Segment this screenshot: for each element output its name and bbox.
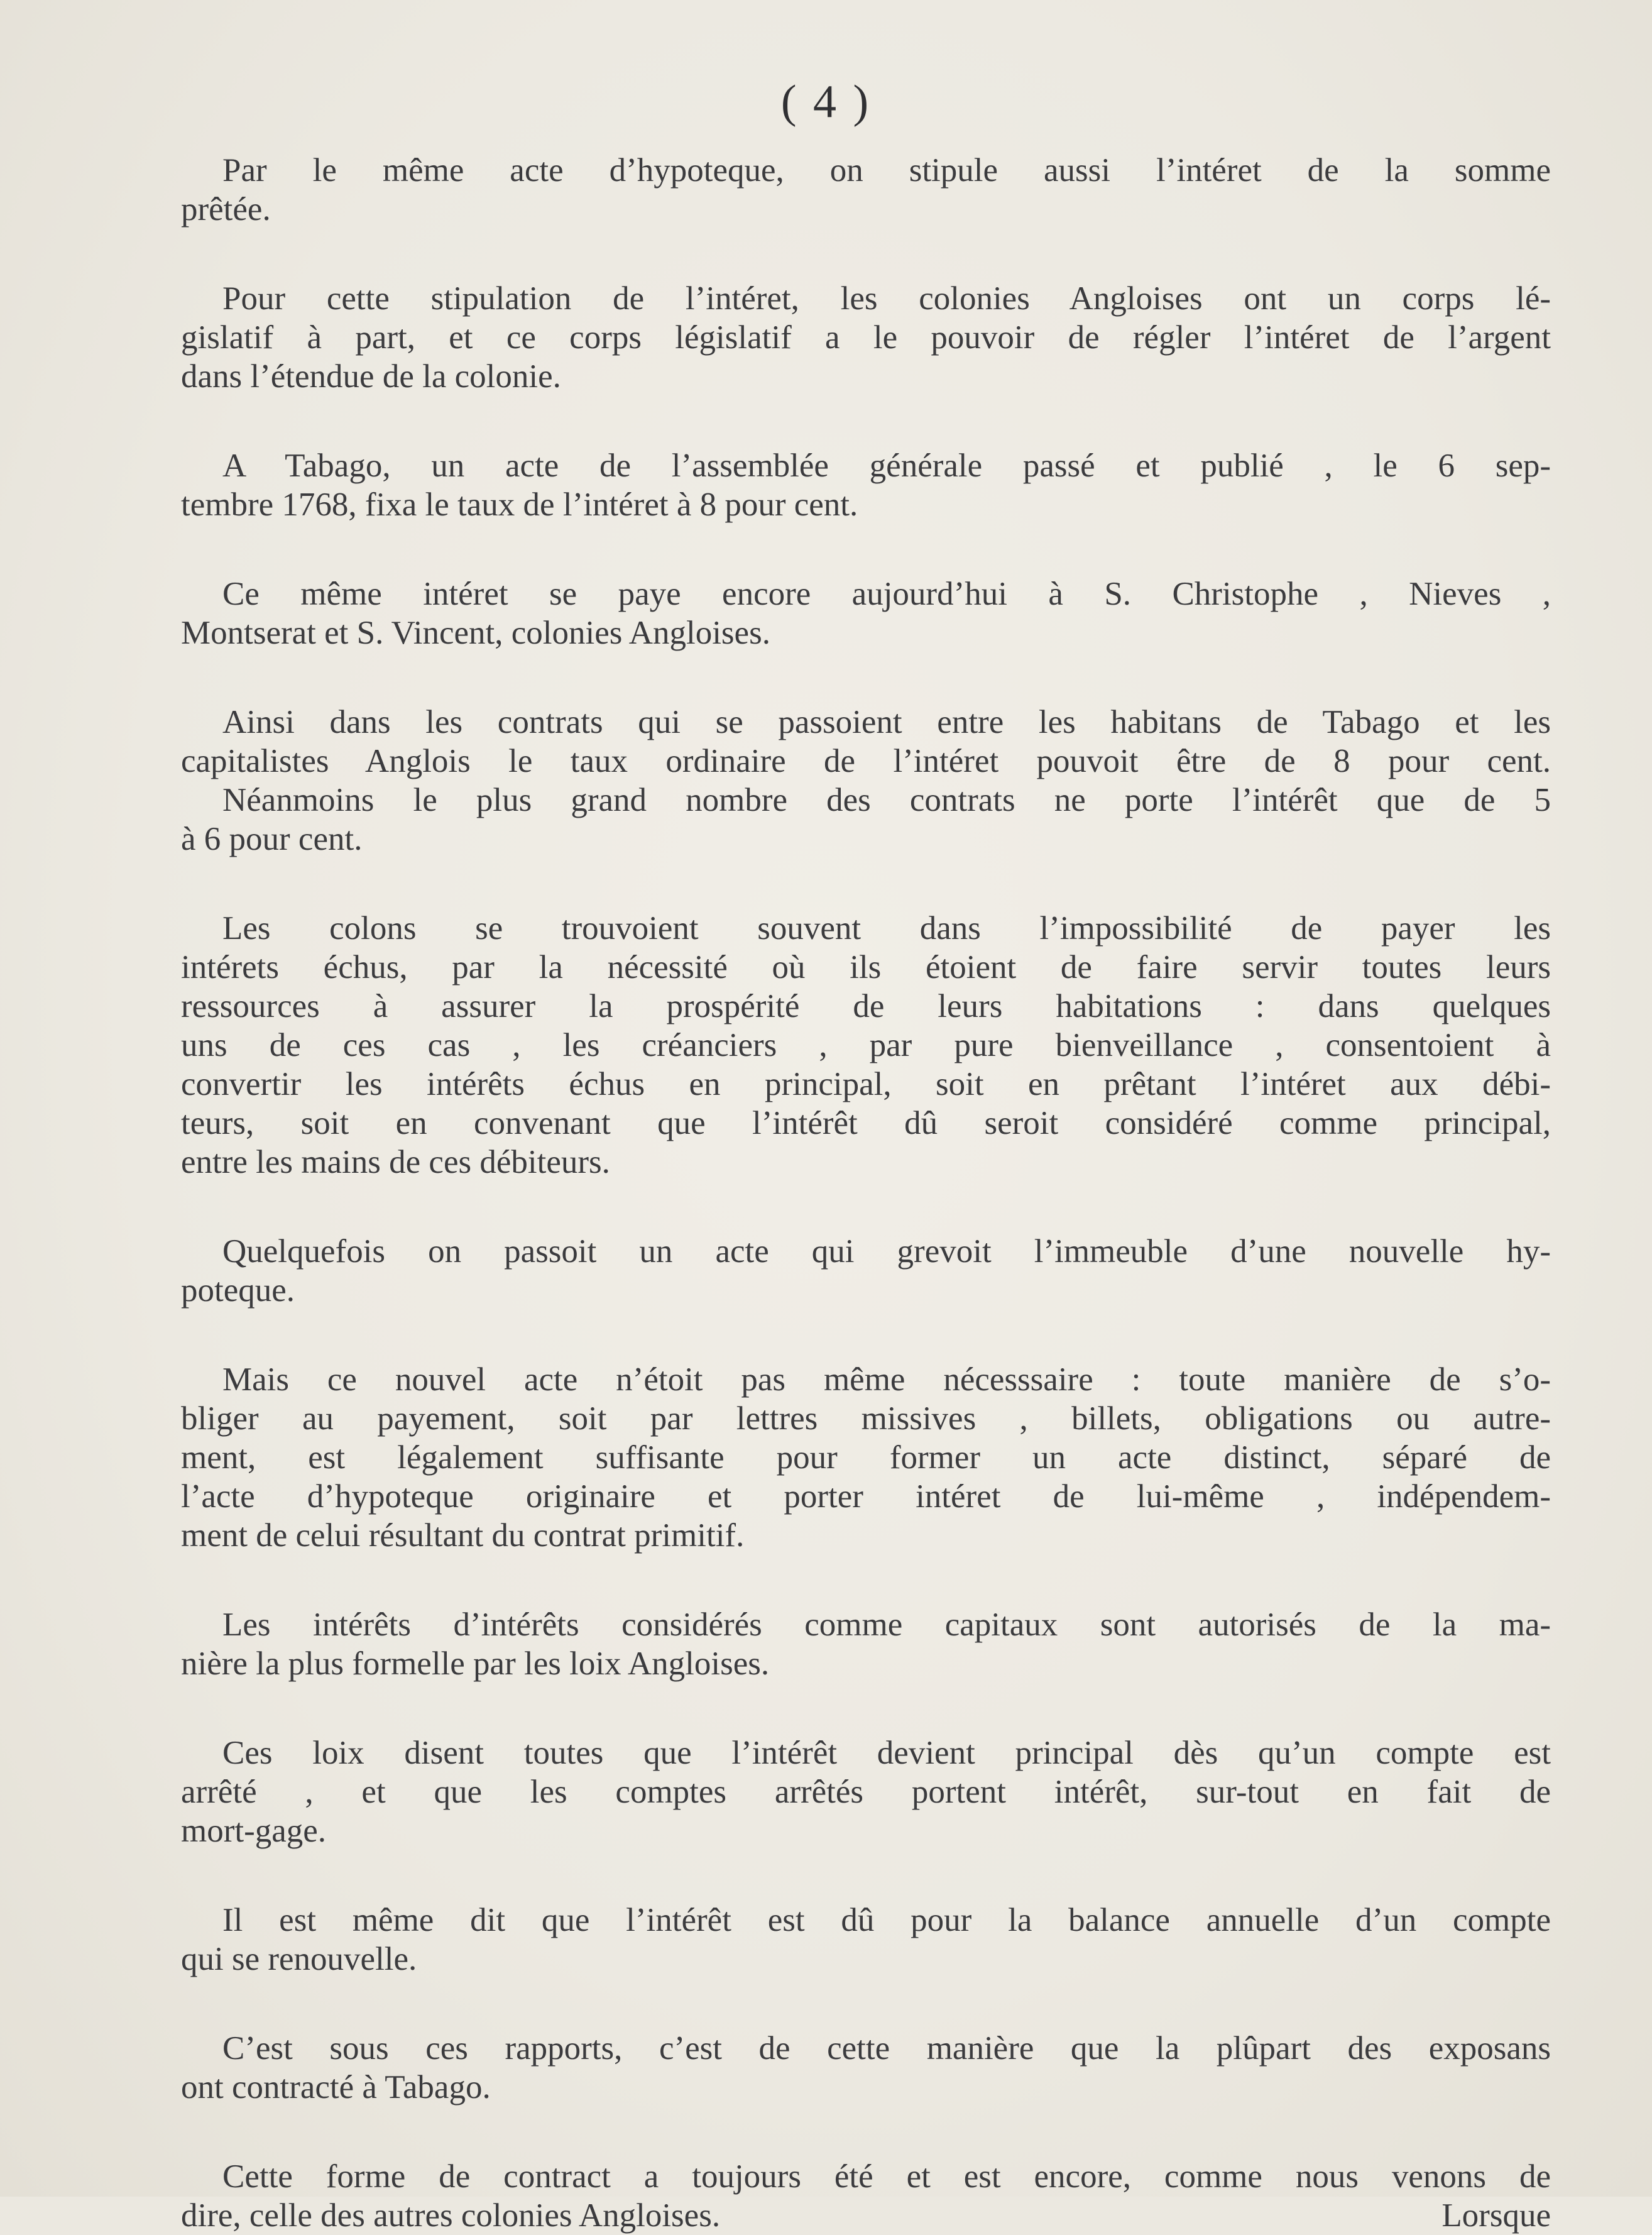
text-line: l’acte d’hypoteque originaire et porter intéret de lui-même , indépendem- <box>181 1478 1551 1515</box>
text-line: Cette forme de contract a toujours été et est encore, comme nous venons de <box>222 2158 1551 2195</box>
text-line: Pour cette stipulation de l’intéret, les colonies Angloises ont un corps lé- <box>222 280 1551 317</box>
text-line: uns de ces cas , les créanciers , par pure bienveillance , consentoient à <box>181 1027 1551 1063</box>
text-line: C’est sous ces rapports, c’est de cette manière que la plûpart des exposans <box>222 2030 1551 2067</box>
text-line: tembre 1768, fixa le taux de l’intéret à 8 pour cent. <box>181 486 858 523</box>
text-line: poteque. <box>181 1272 295 1309</box>
text-line: gislatif à part, et ce corps législatif a le pouvoir de régler l’intéret de l’argent <box>181 319 1551 356</box>
paragraph-7 <box>181 1232 1551 1310</box>
paragraph-5 <box>181 703 1551 859</box>
paragraph-8 <box>181 1360 1551 1555</box>
text-line: convertir les intérêts échus en principal, soit en prêtant l’intéret aux débi- <box>181 1066 1551 1102</box>
paragraph-3 <box>181 446 1551 524</box>
text-line: Ce même intéret se paye encore aujourd’hui à S. Christophe , Nieves , <box>222 576 1551 612</box>
text-line: Quelquefois on passoit un acte qui grevoit l’immeuble d’une nouvelle hy- <box>222 1233 1551 1270</box>
text-line: Les intérêts d’intérêts considérés comme capitaux sont autorisés de la ma- <box>222 1606 1551 1643</box>
text-line: prêtée. <box>181 191 271 228</box>
text-line: entre les mains de ces débiteurs. <box>181 1144 610 1180</box>
page-number: ( 4 ) <box>780 76 872 128</box>
text-line: dire, celle des autres colonies Angloises. <box>181 2197 721 2234</box>
body-text <box>181 151 1551 2235</box>
text-line: Mais ce nouvel acte n’étoit pas même nécesssaire : toute manière de s’o- <box>222 1361 1551 1398</box>
text-line: nière la plus formelle par les loix Angloises. <box>181 1645 770 1682</box>
text-line: A Tabago, un acte de l’assemblée générale passé et publié , le 6 sep- <box>222 448 1551 484</box>
text-line: teurs, soit en convenant que l’intérêt dû seroit considéré comme principal, <box>181 1105 1551 1141</box>
paragraph-1 <box>181 151 1551 229</box>
text-line: ment de celui résultant du contrat primitif. <box>181 1517 745 1554</box>
paragraph-2 <box>181 279 1551 396</box>
text-line: bliger au payement, soit par lettres missives , billets, obligations ou autre- <box>181 1400 1551 1437</box>
paragraph-13 <box>181 2157 1551 2235</box>
text-line: qui se renouvelle. <box>181 1941 417 1977</box>
paragraph-12 <box>181 2029 1551 2107</box>
text-line: arrêté , et que les comptes arrêtés portent intérêt, sur-tout en fait de <box>181 1774 1551 1810</box>
text-line: Néanmoins le plus grand nombre des contrats ne porte l’intérêt que de 5 <box>222 782 1551 818</box>
text-line: Par le même acte d’hypoteque, on stipule aussi l’intéret de la somme <box>222 152 1551 189</box>
text-line: mort-gage. <box>181 1813 327 1849</box>
text-line: dans l’étendue de la colonie. <box>181 358 561 395</box>
text-line: à 6 pour cent. <box>181 821 363 857</box>
paragraph-6 <box>181 909 1551 1182</box>
paragraph-11 <box>181 1901 1551 1979</box>
paragraph-10 <box>181 1733 1551 1850</box>
catchword: Lorsque <box>1441 2197 1551 2234</box>
text-line: Montserat et S. Vincent, colonies Angloises. <box>181 615 770 651</box>
text-line: capitalistes Anglois le taux ordinaire de l’intéret pouvoit être de 8 pour cent. <box>181 743 1551 779</box>
text-line: ont contracté à Tabago. <box>181 2069 491 2106</box>
final-line-row <box>181 2196 1551 2235</box>
text-line: Ces loix disent toutes que l’intérêt devient principal dès qu’un compte est <box>222 1735 1551 1771</box>
paragraph-9 <box>181 1605 1551 1683</box>
text-line: intérets échus, par la nécessité où ils étoient de faire servir toutes leurs <box>181 949 1551 986</box>
text-line: Il est même dit que l’intérêt est dû pour la balance annuelle d’un compte <box>222 1902 1551 1938</box>
text-line: ment, est légalement suffisante pour former un acte distinct, séparé de <box>181 1439 1551 1476</box>
text-line: Les colons se trouvoient souvent dans l’impossibilité de payer les <box>222 910 1551 947</box>
text-line: Ainsi dans les contrats qui se passoient entre les habitans de Tabago et les <box>222 704 1551 740</box>
paragraph-4 <box>181 574 1551 652</box>
text-line: ressources à assurer la prospérité de leurs habitations : dans quelques <box>181 988 1551 1024</box>
